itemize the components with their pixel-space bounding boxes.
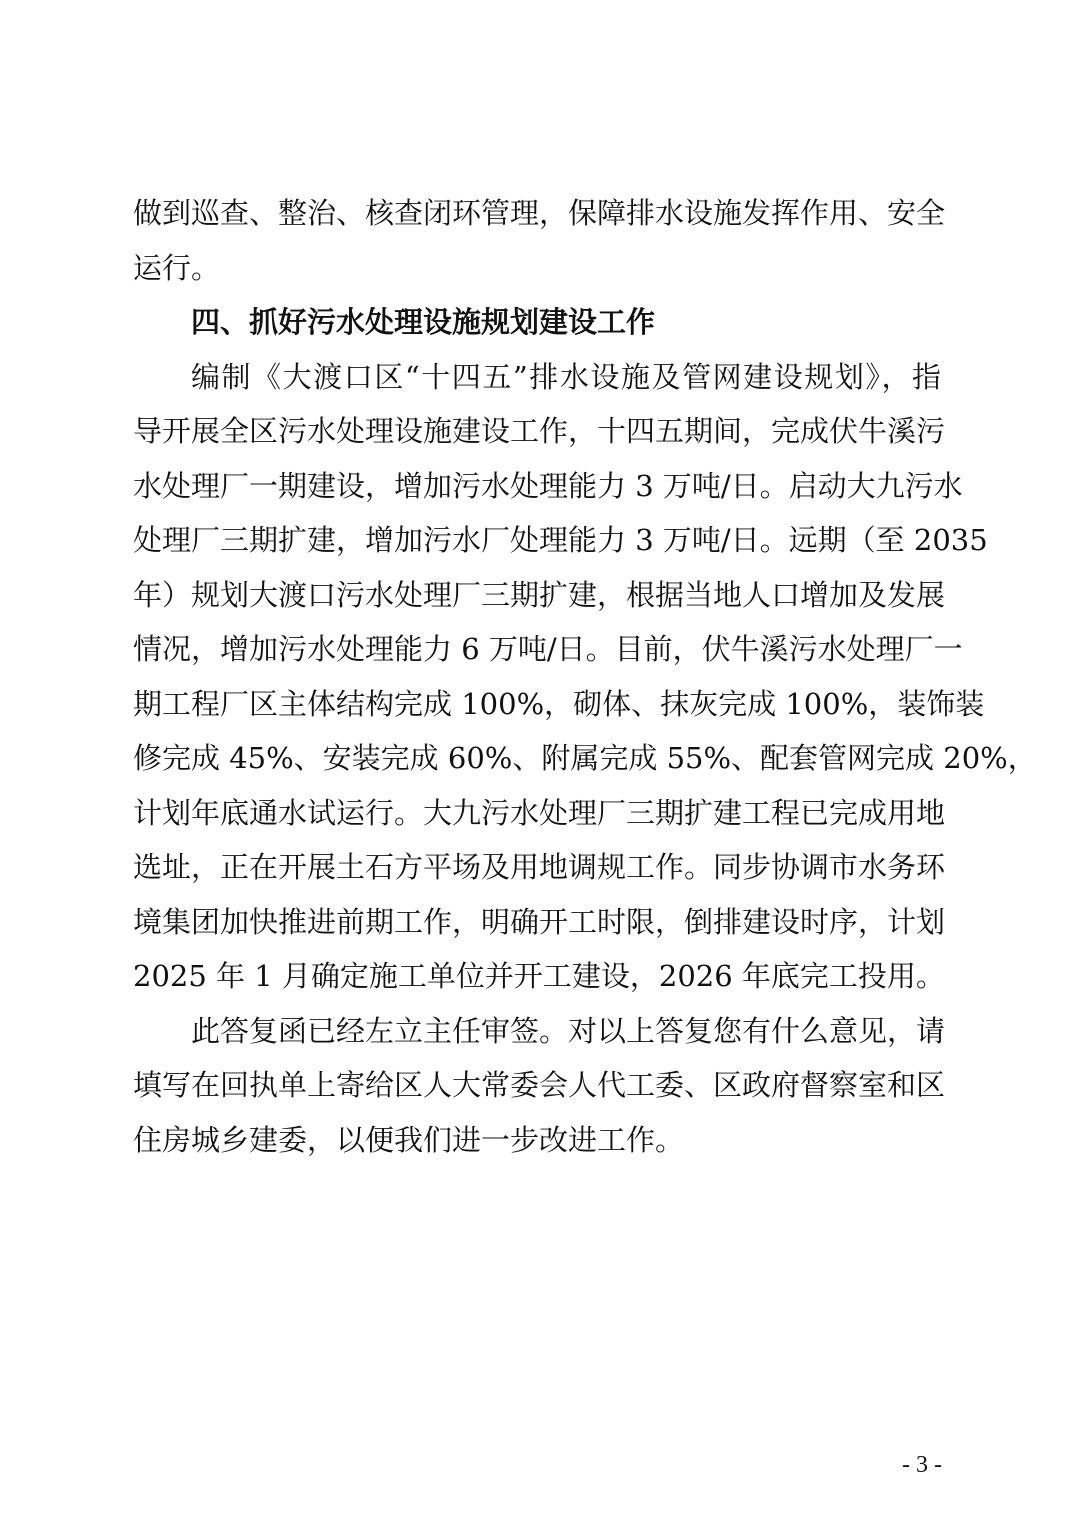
text-line: 做到巡查、整治、核查闭环管理，保障排水设施发挥作用、安全 [133,196,946,230]
text-line: 此答复函已经左立主任审签。对以上答复您有什么意见，请 [191,1013,946,1048]
document-body [133,186,1037,1167]
text-line: 填写在回执单上寄给区人大常委会人代工委、区政府督察室和区 [133,1068,946,1102]
text-line: 运行。 [133,250,221,285]
text-line: 境集团加快推进前期工作，明确开工时限，倒排建设时序，计划 [133,904,946,939]
text-line: 修完成 45%、安装完成 60%、附属完成 55%、配套管网完成 20%， [133,741,1037,775]
text-line: 情况，增加污水处理能力 6 万吨/日。目前，伏牛溪污水处理厂一 [133,632,963,666]
text-line: 年）规划大渡口污水处理厂三期扩建，根据当地人口增加及发展 [133,577,946,612]
text-line: 编制《大渡口区“十四五”排水设施及管网建设规划》，指 [191,359,941,394]
text-line: 计划年底通水试运行。大九污水处理厂三期扩建工程已完成用地 [133,795,946,830]
paragraph-3 [133,1004,946,1168]
text-line: 2025 年 1 月确定施工单位并开工建设，2026 年底完工投用。 [133,959,945,993]
text-line: 期工程厂区主体结构完成 100%，砌体、抹灰完成 100%，装饰装 [133,686,985,721]
text-line: 水处理厂一期建设，增加污水处理能力 3 万吨/日。启动大九污水 [133,468,963,503]
text-line: 住房城乡建委，以便我们进一步改进工作。 [133,1122,685,1157]
text-line: 处理厂三期扩建，增加污水厂处理能力 3 万吨/日。远期（至 2035 [133,523,988,557]
text-line: 选址，正在开展土石方平场及用地调规工作。同步协调市水务环 [133,850,946,884]
page-number: - 3 - [902,1452,942,1478]
paragraph-1 [133,186,946,295]
paragraph-2 [133,350,1037,1004]
text-line: 导开展全区污水处理设施建设工作，十四五期间，完成伏牛溪污 [133,414,946,448]
section-heading: 四、抓好污水处理设施规划建设工作 [191,305,656,339]
